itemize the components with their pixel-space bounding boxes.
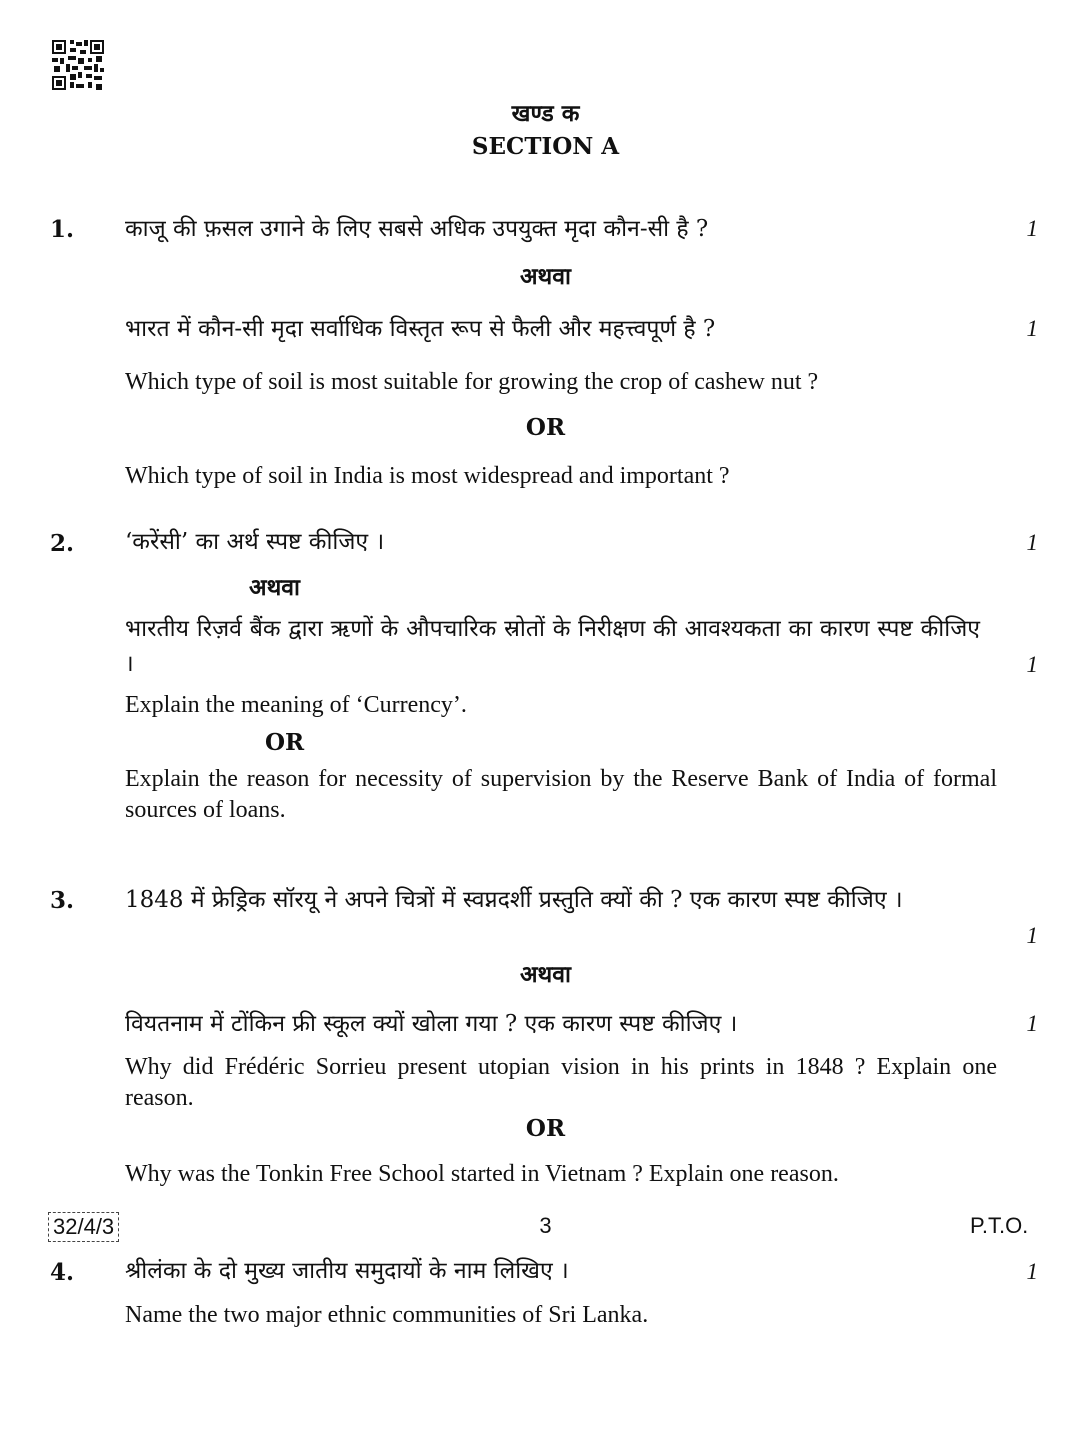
question-number: 3. xyxy=(50,887,75,914)
or-separator-hindi: अथवा xyxy=(519,263,571,290)
section-title-hindi: खण्ड क xyxy=(511,100,580,127)
or-separator-english: OR xyxy=(525,414,566,441)
marks: 1 xyxy=(1026,1259,1038,1284)
question-number: 4. xyxy=(50,1259,75,1286)
question-text-hindi: 1848 में फ्रेड्रिक सॉरयू ने अपने चित्रों में स्वप्नदर्शी प्रस्तुति क्यों की ? एक कारण स्पष्ट कीजिए । xyxy=(125,887,903,913)
question-text-hindi: श्रीलंका के दो मुख्य जातीय समुदायों के नाम लिखिए । xyxy=(125,1258,569,1284)
or-separator-hindi: अथवा xyxy=(249,574,301,601)
question-text-hindi: काजू की फ़सल उगाने के लिए सबसे अधिक उपयुक्त मृदा कौन-सी है ? xyxy=(125,216,709,242)
or-separator-english: OR xyxy=(525,1115,566,1142)
question-number: 2. xyxy=(50,530,75,557)
marks: 1 xyxy=(1026,923,1038,948)
question-text-english: Why did Frédéric Sorrieu present utopian vision in his prints in 1848 ? Explain one reason. xyxy=(125,1054,997,1111)
qr-code-icon xyxy=(52,40,104,90)
alternative-question-hindi: वियतनाम में टोंकिन फ्री स्कूल क्यों खोला गया ? एक कारण स्पष्ट कीजिए । xyxy=(125,1011,738,1037)
question-text-english: Which type of soil is most suitable for growing the crop of cashew nut ? xyxy=(125,369,819,395)
alternative-question-english: Why was the Tonkin Free School started in Vietnam ? Explain one reason. xyxy=(125,1161,839,1187)
question-number: 1. xyxy=(50,216,75,243)
or-separator-hindi: अथवा xyxy=(519,961,571,988)
question-text-hindi: ‘करेंसी’ का अर्थ स्पष्ट कीजिए । xyxy=(125,529,385,555)
section-title-english: SECTION A xyxy=(471,133,620,160)
marks: 1 xyxy=(1026,216,1038,241)
page-number: 3 xyxy=(539,1213,552,1238)
paper-code-box: 32/4/3 xyxy=(48,1212,119,1242)
marks: 1 xyxy=(1026,1011,1038,1036)
alternative-question-hindi: भारत में कौन-सी मृदा सर्वाधिक विस्तृत रूप से फैली और महत्त्वपूर्ण है ? xyxy=(125,316,716,342)
or-separator-english: OR xyxy=(265,729,305,756)
please-turn-over-label: P.T.O. xyxy=(970,1213,1029,1238)
marks: 1 xyxy=(1026,530,1038,555)
question-text-english: Explain the meaning of ‘Currency’. xyxy=(125,692,467,718)
alternative-question-hindi: भारतीय रिज़र्व बैंक द्वारा ऋणों के औपचारिक स्रोतों के निरीक्षण की आवश्यकता का कारण स्पष्ट कीजिए । xyxy=(125,616,980,677)
marks: 1 xyxy=(1026,652,1038,677)
marks: 1 xyxy=(1026,316,1038,341)
alternative-question-english: Which type of soil in India is most widespread and important ? xyxy=(125,463,730,489)
alternative-question-english: Explain the reason for necessity of supervision by the Reserve Bank of India of formal sources of loans. xyxy=(125,766,997,823)
question-text-english: Name the two major ethnic communities of Sri Lanka. xyxy=(125,1302,649,1328)
